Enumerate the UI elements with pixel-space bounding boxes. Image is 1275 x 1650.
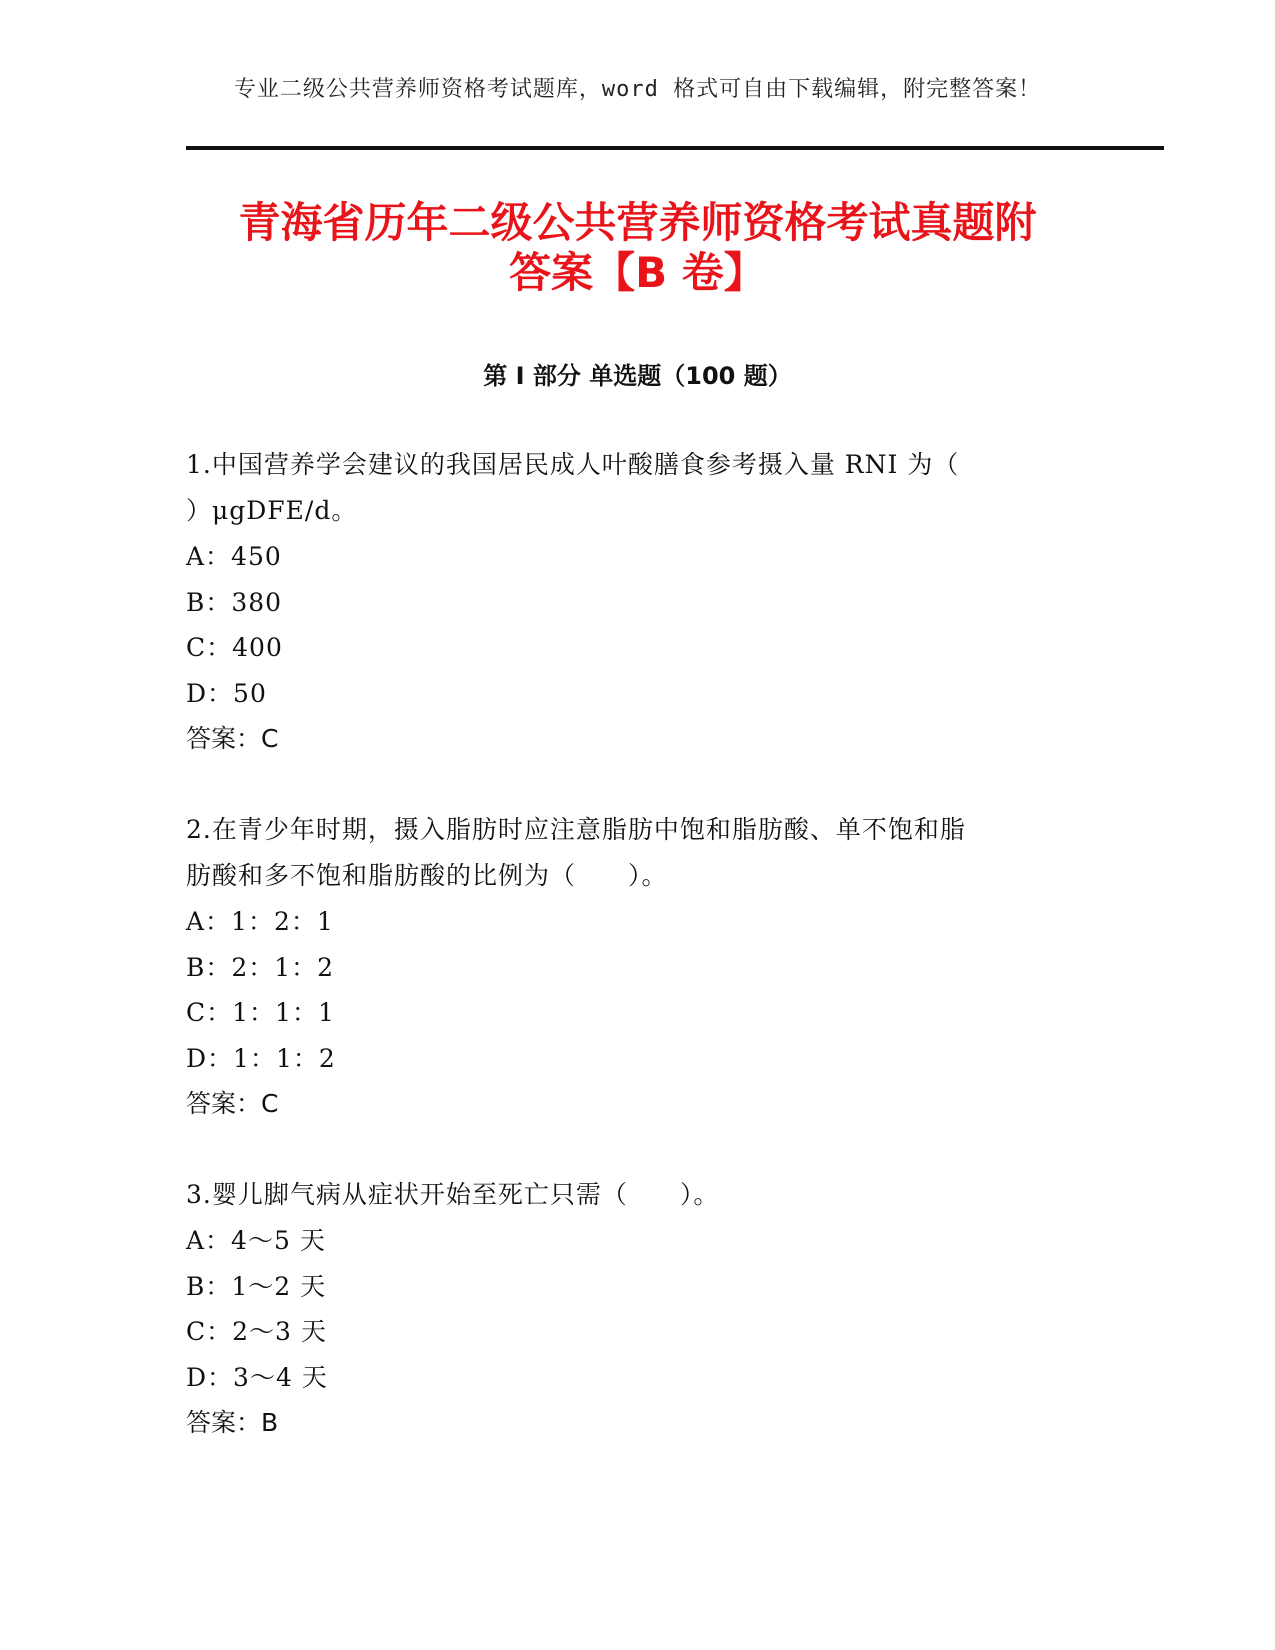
question-2-stem-line-2: 肪酸和多不饱和脂肪酸的比例为（ ）。 <box>186 861 668 890</box>
question-1-stem-line-2: ）μgDFE/d。 <box>186 496 358 525</box>
header-divider <box>186 146 1164 150</box>
document-title <box>150 198 1125 298</box>
question-1-option-a: A：450 <box>186 542 282 571</box>
question-1-answer: 答案：C <box>186 724 279 753</box>
question-1-option-b: B：380 <box>186 587 283 617</box>
title-line-2: 答案【B 卷】 <box>509 248 766 297</box>
question-3-option-d: D：3～4 天 <box>186 1362 328 1392</box>
question-1-stem-line-1: 1.中国营养学会建议的我国居民成人叶酸膳食参考摄入量 RNI 为（ <box>186 450 960 479</box>
question-2-answer: 答案：C <box>186 1089 279 1118</box>
question-3-stem-line-1: 3.婴儿脚气病从症状开始至死亡只需（ ）。 <box>186 1180 720 1209</box>
question-3 <box>186 1172 1066 1445</box>
header-note: 专业二级公共营养师资格考试题库，word 格式可自由下载编辑，附完整答案！ <box>233 77 1042 102</box>
question-1 <box>186 442 1066 761</box>
question-3-option-b: B：1～2 天 <box>186 1271 327 1301</box>
question-2-stem-line-1: 2.在青少年时期，摄入脂肪时应注意脂肪中饱和脂肪酸、单不饱和脂 <box>186 815 966 844</box>
question-2-option-d: D：1：1：2 <box>186 1043 336 1073</box>
title-line-1: 青海省历年二级公共营养师资格考试真题附 <box>238 198 1037 247</box>
section-title: 第 I 部分 单选题（100 题） <box>483 362 792 390</box>
question-2-option-c: C：1：1：1 <box>186 998 335 1027</box>
question-2 <box>186 807 1066 1126</box>
question-2-option-a: A：1：2：1 <box>186 907 334 936</box>
question-1-option-c: C：400 <box>186 633 283 662</box>
question-3-option-a: A：4～5 天 <box>186 1226 326 1255</box>
question-list <box>186 442 1066 1491</box>
question-2-option-b: B：2：1：2 <box>186 952 335 982</box>
question-3-answer: 答案：B <box>186 1408 279 1437</box>
question-3-option-c: C：2～3 天 <box>186 1317 327 1346</box>
question-1-option-d: D：50 <box>186 678 267 708</box>
